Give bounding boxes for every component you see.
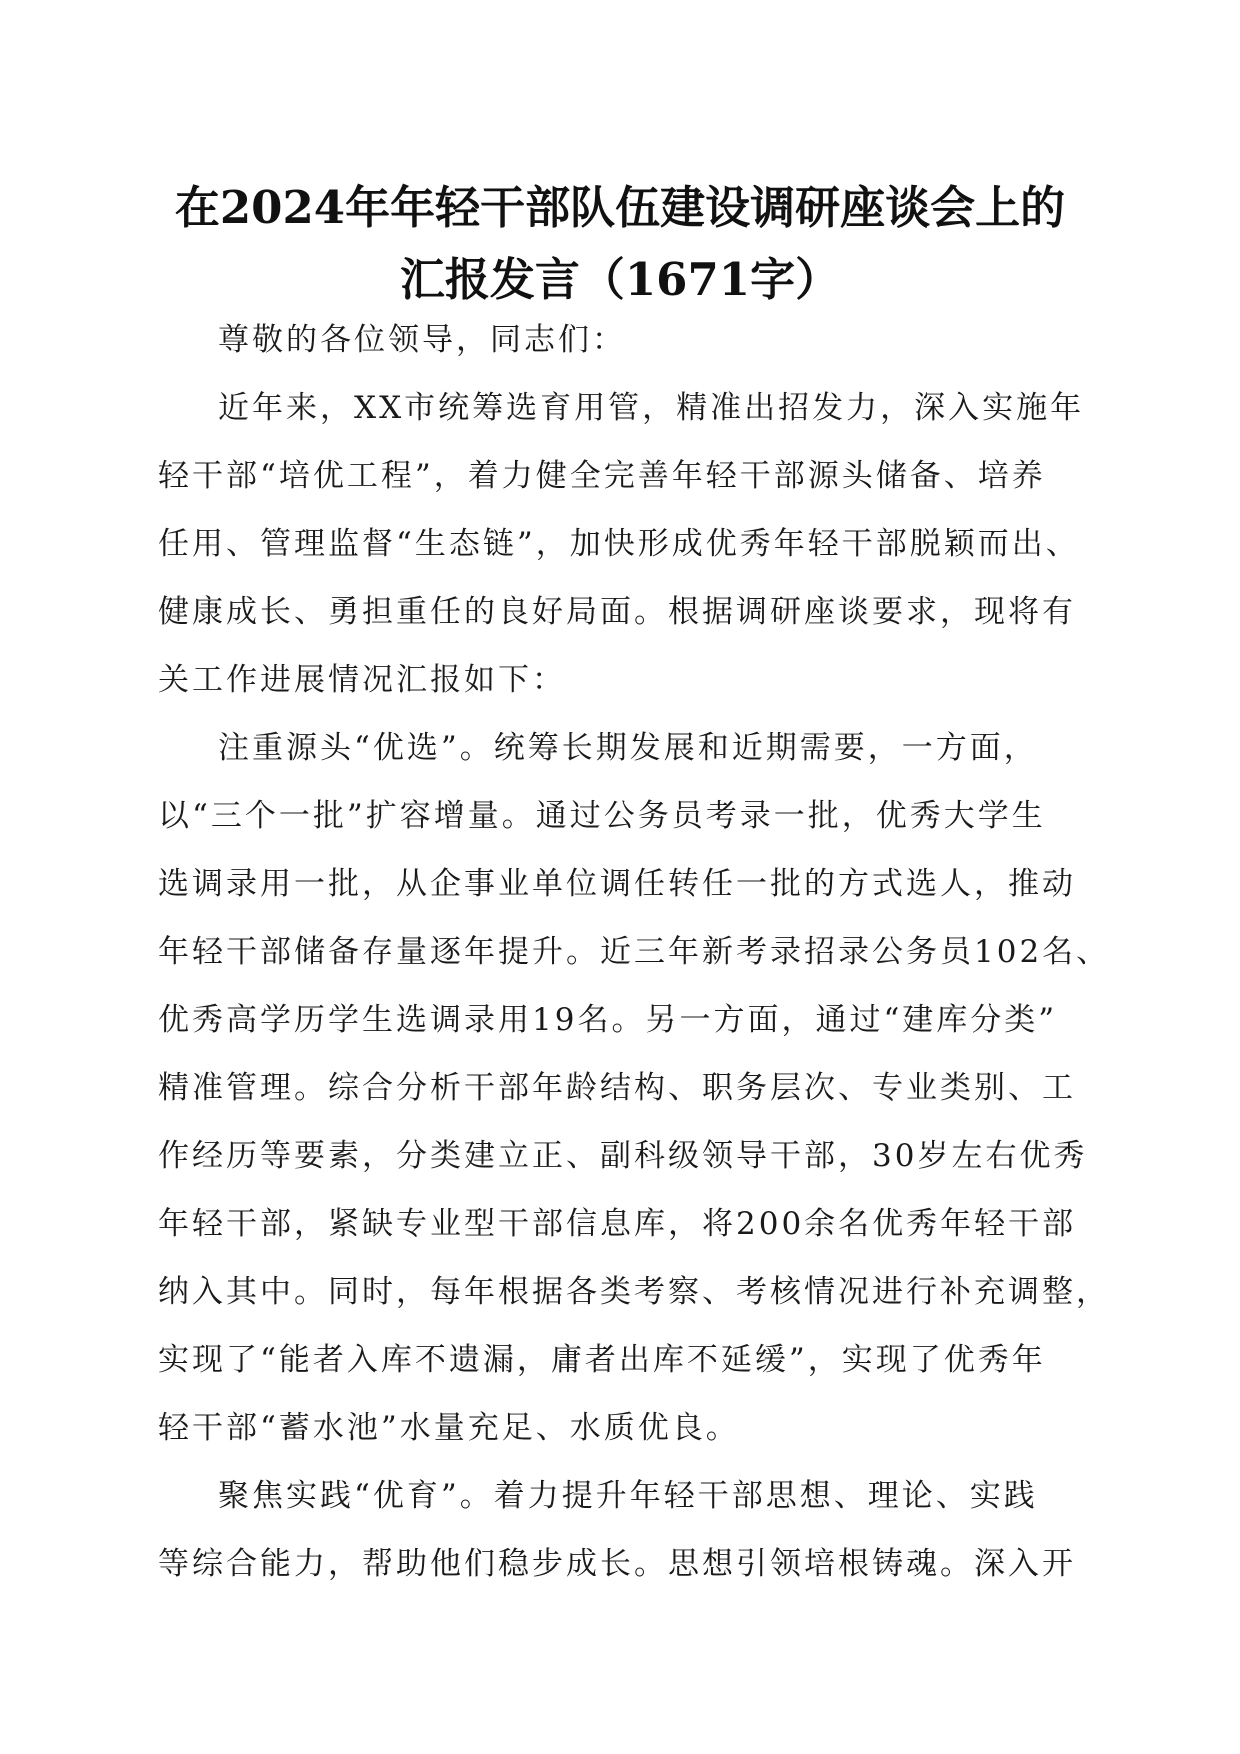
paragraph-line: 作经历等要素，分类建立正、副科级领导干部，30岁左右优秀 (158, 1138, 1088, 1174)
paragraph-line: 轻干部“培优工程”，着力健全完善年轻干部源头储备、培养 (158, 458, 1046, 494)
document-title-line-1: 在2024年年轻干部队伍建设调研座谈会上的 (174, 181, 1066, 234)
document-title-line-2: 汇报发言（1671字） (399, 253, 841, 306)
paragraph-line: 精准管理。综合分析干部年龄结构、职务层次、专业类别、工 (158, 1070, 1076, 1106)
paragraph-line: 等综合能力，帮助他们稳步成长。思想引领培根铸魂。深入开 (158, 1546, 1076, 1582)
salutation: 尊敬的各位领导，同志们： (218, 322, 626, 358)
paragraph-line: 年轻干部储备存量逐年提升。近三年新考录招录公务员102名、 (158, 934, 1111, 970)
paragraph-line: 聚焦实践“优育”。着力提升年轻干部思想、理论、实践 (218, 1478, 1038, 1514)
paragraph-line: 近年来，XX市统筹选育用管，精准出招发力，深入实施年 (218, 390, 1085, 426)
paragraph-line: 选调录用一批，从企事业单位调任转任一批的方式选人，推动 (158, 866, 1076, 902)
paragraph-line: 任用、管理监督“生态链”，加快形成优秀年轻干部脱颖而出、 (158, 526, 1080, 562)
paragraph-line: 注重源头“优选”。统筹长期发展和近期需要，一方面， (218, 730, 1038, 766)
paragraph-line: 以“三个一批”扩容增量。通过公务员考录一批，优秀大学生 (158, 798, 1046, 834)
paragraph-line: 纳入其中。同时，每年根据各类考察、考核情况进行补充调整， (158, 1274, 1110, 1310)
paragraph-line: 年轻干部，紧缺专业型干部信息库，将200余名优秀年轻干部 (158, 1206, 1077, 1242)
paragraph-line: 健康成长、勇担重任的良好局面。根据调研座谈要求，现将有 (158, 594, 1076, 630)
paragraph-line: 优秀高学历学生选调录用19名。另一方面，通过“建库分类” (158, 1002, 1058, 1038)
paragraph-line: 关工作进展情况汇报如下： (158, 662, 566, 698)
paragraph-line: 实现了“能者入库不遗漏，庸者出库不延缓”，实现了优秀年 (158, 1342, 1046, 1378)
paragraph-line: 轻干部“蓄水池”水量充足、水质优良。 (158, 1410, 740, 1446)
